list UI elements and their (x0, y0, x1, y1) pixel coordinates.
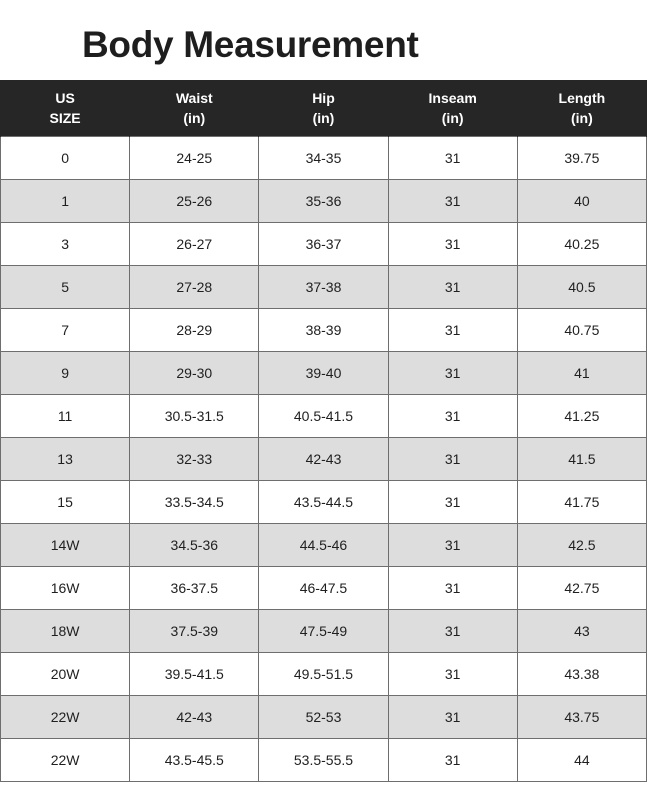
length-cell: 43 (517, 610, 646, 653)
us-size-cell: 5 (1, 266, 130, 309)
inseam-cell: 31 (388, 180, 517, 223)
us-size-cell: 3 (1, 223, 130, 266)
length-cell: 40.25 (517, 223, 646, 266)
header-unit: (in) (441, 110, 464, 126)
page-title: Body Measurement (82, 24, 419, 65)
waist-cell: 32-33 (130, 438, 259, 481)
inseam-cell: 31 (388, 438, 517, 481)
length-cell: 41.75 (517, 481, 646, 524)
hip-cell: 38-39 (259, 309, 388, 352)
us-size-cell: 14W (1, 524, 130, 567)
inseam-cell: 31 (388, 266, 517, 309)
hip-cell: 34-35 (259, 137, 388, 180)
header-label: US (55, 90, 75, 106)
us-size-cell: 1 (1, 180, 130, 223)
table-row (1, 739, 647, 782)
hip-cell: 53.5-55.5 (259, 739, 388, 782)
us-size-cell: 0 (1, 137, 130, 180)
column-header-waist (130, 80, 259, 137)
column-header-hip (259, 80, 388, 137)
waist-cell: 26-27 (130, 223, 259, 266)
inseam-cell: 31 (388, 739, 517, 782)
waist-cell: 24-25 (130, 137, 259, 180)
inseam-cell: 31 (388, 653, 517, 696)
us-size-cell: 11 (1, 395, 130, 438)
waist-cell: 25-26 (130, 180, 259, 223)
inseam-cell: 31 (388, 309, 517, 352)
header-unit: SIZE (49, 110, 81, 126)
us-size-cell: 9 (1, 352, 130, 395)
us-size-cell: 7 (1, 309, 130, 352)
table-row (1, 524, 647, 567)
table-row (1, 266, 647, 309)
table-row (1, 223, 647, 266)
table-row (1, 352, 647, 395)
waist-cell: 33.5-34.5 (130, 481, 259, 524)
length-cell: 43.38 (517, 653, 646, 696)
hip-cell: 43.5-44.5 (259, 481, 388, 524)
hip-cell: 42-43 (259, 438, 388, 481)
hip-cell: 40.5-41.5 (259, 395, 388, 438)
waist-cell: 27-28 (130, 266, 259, 309)
table-row (1, 137, 647, 180)
waist-cell: 30.5-31.5 (130, 395, 259, 438)
column-header-us-size (1, 80, 130, 137)
table-row (1, 309, 647, 352)
length-cell: 40 (517, 180, 646, 223)
size-chart-table (0, 80, 647, 782)
length-cell: 42.5 (517, 524, 646, 567)
table-header (1, 80, 647, 137)
hip-cell: 47.5-49 (259, 610, 388, 653)
header-label: Length (558, 90, 606, 106)
header-label: Inseam (428, 90, 477, 106)
table-body (1, 137, 647, 782)
waist-cell: 39.5-41.5 (130, 653, 259, 696)
length-cell: 40.75 (517, 309, 646, 352)
length-cell: 44 (517, 739, 646, 782)
us-size-cell: 13 (1, 438, 130, 481)
table-row (1, 481, 647, 524)
hip-cell: 39-40 (259, 352, 388, 395)
hip-cell: 35-36 (259, 180, 388, 223)
header-label: Hip (312, 90, 335, 106)
table-row (1, 438, 647, 481)
header-unit: (in) (312, 110, 335, 126)
us-size-cell: 20W (1, 653, 130, 696)
header-label: Waist (175, 90, 213, 106)
waist-cell: 28-29 (130, 309, 259, 352)
length-cell: 40.5 (517, 266, 646, 309)
inseam-cell: 31 (388, 395, 517, 438)
waist-cell: 43.5-45.5 (130, 739, 259, 782)
us-size-cell: 15 (1, 481, 130, 524)
hip-cell: 49.5-51.5 (259, 653, 388, 696)
hip-cell: 37-38 (259, 266, 388, 309)
hip-cell: 52-53 (259, 696, 388, 739)
table-row (1, 653, 647, 696)
inseam-cell: 31 (388, 696, 517, 739)
waist-cell: 36-37.5 (130, 567, 259, 610)
length-cell: 42.75 (517, 567, 646, 610)
length-cell: 41.25 (517, 395, 646, 438)
waist-cell: 34.5-36 (130, 524, 259, 567)
inseam-cell: 31 (388, 352, 517, 395)
waist-cell: 42-43 (130, 696, 259, 739)
column-header-inseam (388, 80, 517, 137)
us-size-cell: 18W (1, 610, 130, 653)
us-size-cell: 22W (1, 696, 130, 739)
header-unit: (in) (183, 110, 206, 126)
waist-cell: 37.5-39 (130, 610, 259, 653)
length-cell: 41 (517, 352, 646, 395)
header-row (1, 80, 647, 137)
table-row (1, 395, 647, 438)
inseam-cell: 31 (388, 524, 517, 567)
inseam-cell: 31 (388, 137, 517, 180)
table-row (1, 567, 647, 610)
us-size-cell: 16W (1, 567, 130, 610)
length-cell: 41.5 (517, 438, 646, 481)
column-header-length (517, 80, 646, 137)
hip-cell: 36-37 (259, 223, 388, 266)
inseam-cell: 31 (388, 223, 517, 266)
inseam-cell: 31 (388, 567, 517, 610)
waist-cell: 29-30 (130, 352, 259, 395)
hip-cell: 44.5-46 (259, 524, 388, 567)
length-cell: 43.75 (517, 696, 646, 739)
table-row (1, 180, 647, 223)
table-row (1, 610, 647, 653)
length-cell: 39.75 (517, 137, 646, 180)
hip-cell: 46-47.5 (259, 567, 388, 610)
us-size-cell: 22W (1, 739, 130, 782)
inseam-cell: 31 (388, 610, 517, 653)
inseam-cell: 31 (388, 481, 517, 524)
header-unit: (in) (570, 110, 593, 126)
table-row (1, 696, 647, 739)
